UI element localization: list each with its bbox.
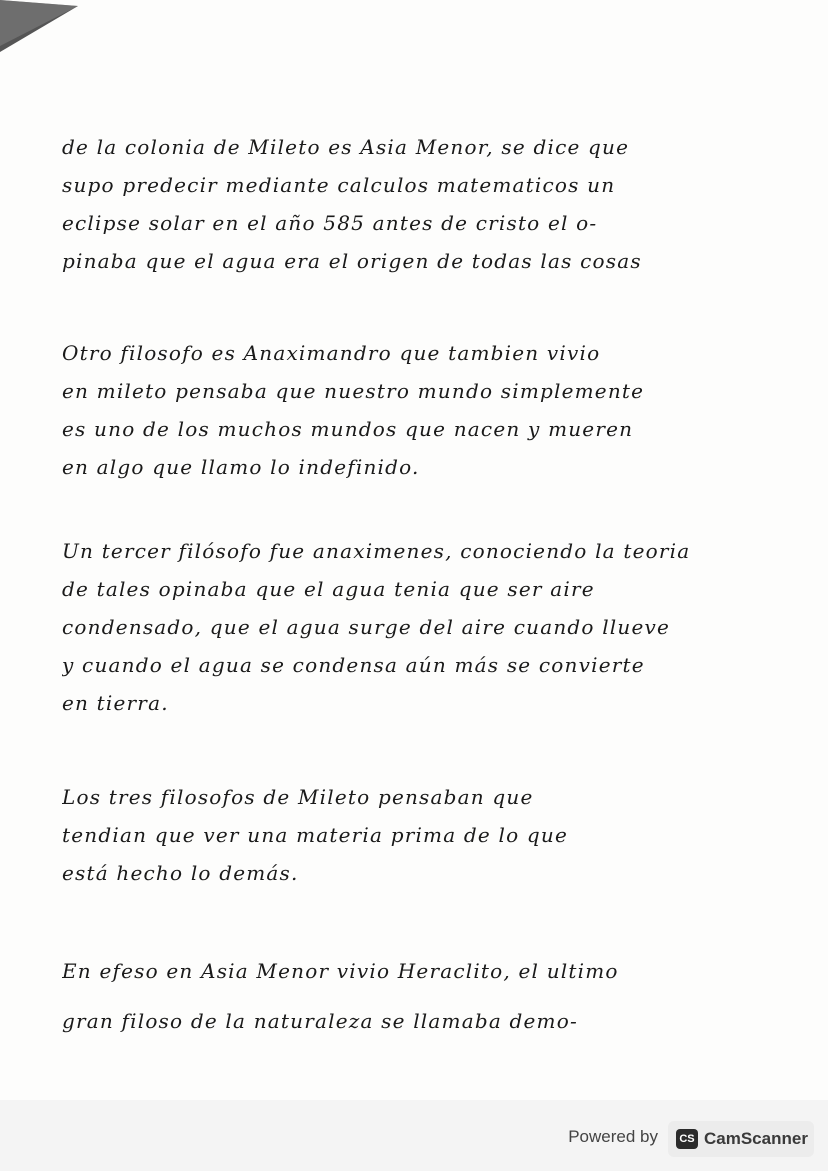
paragraph-4 [62, 778, 762, 892]
paragraph-3 [62, 532, 762, 722]
text-line: Un tercer filósofo fue anaximenes, conociendo la teoria [62, 539, 691, 563]
text-line: está hecho lo demás. [62, 861, 299, 885]
text-line: supo predecir mediante calculos matematicos un [62, 173, 616, 197]
brand-name: CamScanner [704, 1129, 808, 1148]
text-line: Otro filosofo es Anaximandro que tambien vivio [62, 341, 601, 365]
text-line: en mileto pensaba que nuestro mundo simplemente [62, 379, 645, 403]
text-line: en tierra. [62, 691, 169, 715]
text-line: de tales opinaba que el agua tenia que ser aire [62, 577, 595, 601]
powered-by-label: Powered by [568, 1127, 658, 1146]
text-line: condensado, que el agua surge del aire cuando llueve [62, 615, 671, 639]
paragraph-5 [62, 946, 762, 1046]
text-line: tendian que ver una materia prima de lo que [62, 823, 569, 847]
text-line: en algo que llamo lo indefinido. [62, 455, 420, 479]
text-line: pinaba que el agua era el origen de todas las cosas [62, 249, 642, 273]
camscanner-badge[interactable] [668, 1121, 814, 1157]
text-line: En efeso en Asia Menor vivio Heraclito, el ultimo [62, 959, 619, 983]
paragraph-2 [62, 334, 762, 486]
text-line: gran filoso de la naturaleza se llamaba demo- [62, 1009, 578, 1033]
text-line: de la colonia de Mileto es Asia Menor, se dice que [62, 135, 630, 159]
text-line: eclipse solar en el año 585 antes de cristo el o- [62, 211, 598, 235]
paragraph-1 [62, 128, 762, 280]
camscanner-logo-icon: CS [676, 1129, 698, 1149]
text-line: es uno de los muchos mundos que nacen y mueren [62, 417, 634, 441]
text-line: y cuando el agua se condensa aún más se convierte [62, 653, 645, 677]
text-line: Los tres filosofos de Mileto pensaban que [62, 785, 534, 809]
page-corner-shadow [0, 0, 90, 60]
